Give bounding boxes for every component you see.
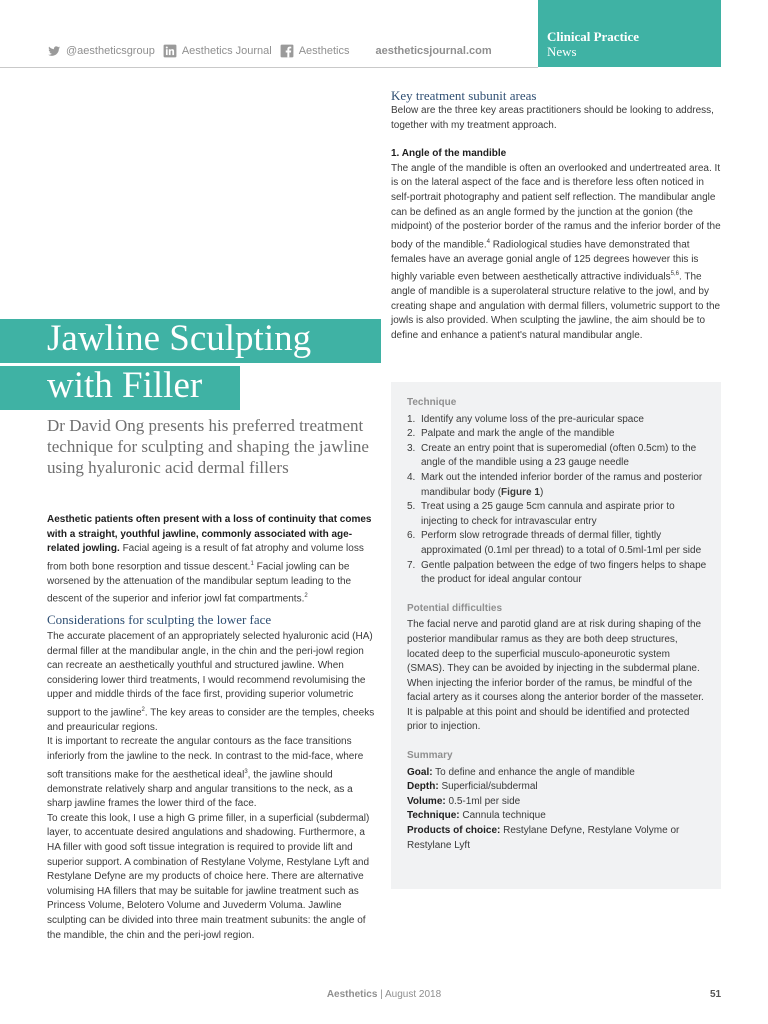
considerations-heading: Considerations for sculpting the lower face (47, 612, 272, 627)
footer-separator: | (377, 989, 385, 1000)
footnote-ref: 3 (244, 768, 248, 775)
list-item (407, 413, 707, 428)
key-areas-heading: Key treatment subunit areas (391, 88, 537, 103)
page-number: 51 (710, 989, 722, 1000)
paragraph: To create this look, I use a high G prime filler, in a superficial (subdermal) layer, to accentuate desired angulations and shadowing. Furthermore, a HA filler with good soft tissue integration is required to provide lift and superior support. A combination of Restylane Volyme, Restylane Lyft and Restylane Defyne are my products of choice here. There are alternative volumising HA fillers that may be suitable for jawline treatment such as Princess Volume, Belotero Volume and Juvederm Voluma. Jawline sculpting can be divided into three main treatment subunits: the angle of the mandible, the chin and the peri-jowl region. (47, 812, 370, 941)
summary-value: 0.5-1ml per side (445, 795, 521, 807)
step-text: Palpate and mark the angle of the mandible (421, 428, 615, 440)
step-text: Gentle palpation between the edge of two fingers helps to shape the product for ideal angular contour (421, 559, 707, 586)
facebook-text: Aesthetics (298, 45, 350, 57)
summary-row (407, 809, 707, 824)
paragraph-text: The angle of the mandible is often an overlooked and undertreated area. It is on the lateral aspect of the face and is therefore less often noticed in self-portrait photography and patient self reflection. The mandibular angle can be defined as an angle formed by the junction at the gonion (the midpoint) of the posterior border of the ramus and the inferior border of the body of the mandible. (391, 162, 721, 251)
step-number: 6. (407, 530, 416, 542)
article-title-line-1: Jawline Sculpting (47, 318, 312, 359)
paragraph-text: The accurate placement of an appropriately selected hyaluronic acid (HA) dermal filler at the mandibular angle, in the chin and the peri-jowl region can recreate an aesthetically youthful and structured jawline. When considering lower third treatments, I would recommend revolumising the upper and middle thirds of the face first, providing superior volumetric support to the jawline (47, 631, 373, 719)
step-number: 2. (407, 428, 416, 440)
section-tab (538, 0, 721, 67)
paragraph-text: , the jawline should demonstrate relatively sharp and angular transitions to the neck, as a sharp jawline frames the lower third of the face. (47, 769, 353, 810)
summary-row (407, 766, 707, 781)
title-band-1 (0, 319, 381, 363)
summary-row (407, 795, 707, 810)
key-areas-body (391, 104, 721, 344)
step-text: ) (539, 486, 544, 498)
article-title-line-2: with Filler (47, 365, 203, 406)
lead-paragraph (47, 513, 377, 607)
difficulties-text: The facial nerve and parotid gland are at risk during shaping of the posterior mandibular ramus as they are both deep structures, located deep to the superficial musculo-aponeurotic system (SMAS). They can be avoided by injecting in the subdermal plane. When injecting the inferior border of the ramus, be mindful of the facial artery as it courses along the anterior border of the masseter. It is palpable at this point and should be identified and protected prior to injection. (407, 619, 704, 733)
paragraph-text: . The key areas to consider are the temples, cheeks and preauricular regions. (47, 707, 375, 733)
difficulties-label: Potential difficulties (407, 602, 503, 614)
footnote-ref: 4 (486, 238, 490, 245)
step-text: Identify any volume loss of the pre-auricular space (421, 413, 644, 425)
technique-box (391, 382, 721, 889)
social-bar (47, 44, 492, 58)
section-subtitle: News (547, 44, 577, 59)
step-number: 7. (407, 559, 416, 571)
footnote-ref: 5,6 (670, 271, 679, 278)
paragraph (47, 630, 377, 735)
step-text: Mark out the intended inferior border of the ramus and posterior mandibular body ( (421, 471, 703, 498)
technique-label: Technique (407, 397, 457, 408)
lead-text-1: Facial ageing is a result of fat atrophy and volume loss from both bone resorption and tissue descent. (47, 543, 364, 573)
list-item (407, 500, 707, 529)
angle-heading: 1. Angle of the mandible (391, 148, 507, 160)
list-item (407, 559, 707, 588)
summary-row (407, 780, 707, 795)
section-title: Clinical Practice (547, 29, 640, 44)
paragraph-text: It is important to recreate the angular contours as the face transitions inferiorly from the jawline to the neck. In contrast to the mid-face, where soft transitions make for the aesthetical ideal (47, 736, 364, 780)
summary-value: Superficial/subdermal (438, 781, 538, 793)
magazine-name: Aesthetics (326, 989, 378, 1000)
key-intro: Below are the three key areas practitioners should be looking to address, together with my treatment approach. (391, 105, 714, 131)
facebook-icon (280, 44, 294, 58)
summary-key: Goal: (407, 766, 433, 778)
linkedin-icon (163, 44, 177, 58)
technique-steps (407, 413, 707, 588)
issue-date: August 2018 (385, 989, 442, 1000)
step-text: Create an entry point that is superomedial (often 0.5cm) to the angle of the mandible using a 23 gauge needle (421, 442, 697, 469)
header-rule (0, 67, 538, 68)
step-number: 4. (407, 471, 416, 483)
facebook-link[interactable] (280, 44, 350, 58)
summary-label: Summary (407, 750, 453, 762)
lead-text-2: Facial jowling can be worsened by the attenuation of the mandibular septum leading to the descent of the superior and inferior jowl fat compartments. (47, 561, 352, 605)
step-number: 5. (407, 501, 416, 513)
summary-value: Restylane Defyne, Restylane Volyme or Restylane Lyft (407, 825, 680, 851)
twitter-handle[interactable] (47, 44, 155, 58)
site-link[interactable]: aestheticsjournal.com (375, 45, 492, 57)
lead-bold: Aesthetic patients often present with a loss of continuity that comes with a straight, youthful jawline, commonly associated with age-related jowling. (47, 514, 372, 555)
summary-key: Technique: (407, 810, 460, 822)
step-text: Treat using a 25 gauge 5cm cannula and aspirate prior to injecting to check for intravascular entry (421, 501, 675, 527)
standfirst: Dr David Ong presents his preferred treatment technique for sculpting and shaping the jawline using hyaluronic acid dermal fillers (47, 416, 369, 477)
summary-row (407, 824, 707, 853)
linkedin-text: Aesthetics Journal (181, 45, 272, 57)
footer-issue (0, 989, 768, 1000)
paragraph (47, 735, 377, 811)
step-number: 3. (407, 442, 416, 454)
summary-value: Cannula technique (459, 810, 546, 822)
list-item (407, 529, 707, 558)
footnote-ref: 2 (304, 593, 308, 600)
summary-value: To define and enhance the angle of mandible (432, 766, 635, 778)
summary-key: Products of choice: (407, 825, 501, 837)
linkedin-link[interactable] (163, 44, 272, 58)
summary-key: Depth: (407, 781, 439, 793)
twitter-icon (47, 44, 61, 58)
considerations-body (47, 630, 377, 943)
footnote-ref: 2 (141, 706, 145, 713)
step-text: Perform slow retrograde threads of dermal filler, tightly approximated (0.1ml per thread) to a total of 0.5ml-1ml per side (421, 530, 702, 556)
footnote-ref: 1 (250, 560, 254, 567)
summary-list (407, 766, 707, 854)
list-item (407, 442, 707, 471)
title-band-2 (0, 366, 240, 410)
list-item (407, 471, 707, 500)
summary-key: Volume: (407, 795, 446, 807)
figure-ref: Figure 1 (501, 486, 540, 498)
paragraph-text: . The angle of mandible is a superolateral structure relative to the jowl, and by creating shape and angulation with dermal fillers, volumetric support to the jowls is also provided. When sculpting the jawline, the aim should be to define and enhance a patient's natural mandibular angle. (391, 271, 721, 341)
twitter-handle-text: @aestheticsgroup (66, 45, 155, 57)
angle-paragraph (391, 162, 721, 344)
step-number: 1. (407, 413, 416, 425)
list-item (407, 427, 707, 442)
paragraph-text: Radiological studies have demonstrated that females have an average gonial angle of 125 degrees however this is highly variable even between aesthetically attractive individuals (391, 239, 699, 283)
